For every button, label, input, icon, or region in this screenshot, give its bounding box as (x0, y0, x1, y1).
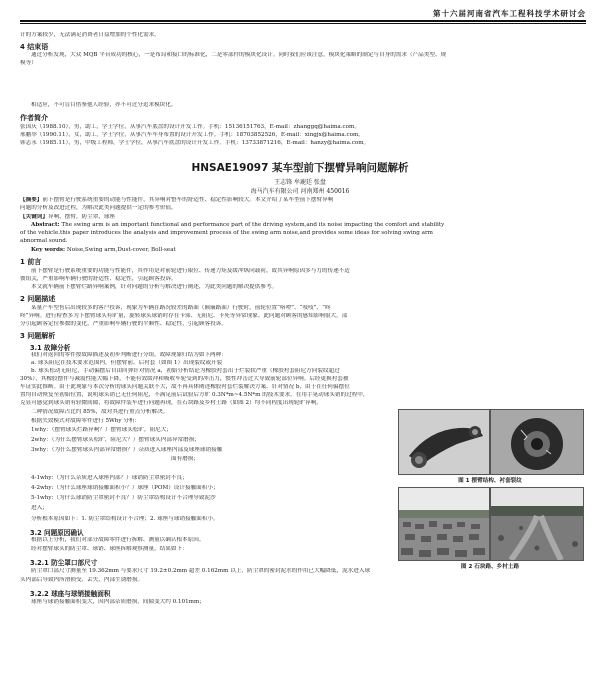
section-1-heading: 1 前言 (20, 258, 42, 266)
paragraph-line: a. 球头阻尼在技术要求范围内，但摆臂前、后衬套（如图 1）出现裂纹或开裂 (31, 360, 223, 366)
abstract-en: Abstract: The swing arm is an important functional and performance part of the driving system,and its noise impacting the comfort and stability (31, 222, 445, 228)
article-affiliation: 海马汽车有限公司 河南郑州 450016 (250, 188, 350, 195)
paragraph-line: 车证实此推断。由于此现象与本次分析的球头问题关联不大，故不再具体阐述橡胶衬套烂裂解决方案。针对情况 b，由于在任何偏摆位 (20, 384, 350, 390)
previous-article-tail: 计的方案较少，无法满足消费者日益增加的个性化需求。 (20, 32, 160, 38)
why-line: 4-2why:（为什么球座球销接触面积小？）球座（POM）设计接触面积小； (31, 485, 219, 491)
abstract-cn: 【摘要】前下摆臂是行驶系统重要的动能与性能件，其异响对整车的舒适性、稳定性影响较大。本文介绍了某车型前下摆臂异响 (20, 197, 334, 203)
why-line: 4-1why:（为什么杂质进入球座内部？）球销防尘罩密封不良； (31, 475, 188, 481)
header-rule (20, 20, 586, 22)
abstract-en-cont: abnormal sound. (20, 238, 68, 244)
abstract-en-cont: of the vehicle.this paper introduces the analysis and improvement process of the swing arm noise,and provides some ideas for solving swing arm (20, 230, 433, 236)
paragraph-line: 某量产车型售后出现较多的客户投诉，现象为车辆在路况较差的路面（颠簸路面）行驶时，前轮位置“咯噔”、“吱吱”、“咚 (31, 305, 331, 311)
conclusion-line: 模等） (20, 60, 37, 66)
subsection-3-1-heading: 3.1 故障分析 (30, 344, 71, 352)
paragraph-line: 置均自动恢复至初始位置，说明球头销已无任何阻尼，不满足前后试验后方旷 0.3N*m~4.5N*m 的技术要求。在用手晃动球头销的过程中， (20, 392, 369, 398)
article-authors: 王志锋 牟鹿廷 张盘 (274, 179, 326, 186)
header-rule-thin (20, 23, 586, 24)
why-line-cont: 进入； (31, 505, 48, 511)
author-bio-line: 韩志永（1985.11），男，中级工程师，学士学位，从事汽车底盘的设计开发工作。手机：13733871216，E-mail：hanzy@haima.com。 (20, 140, 370, 146)
paragraph-line: 我们对返回的零件按故障描述及初步判断进行分组，故障现象归结为如下两种： (31, 352, 227, 358)
stone-road-photo (398, 487, 490, 561)
dirt-road-photo (490, 487, 584, 561)
abstract-cn-cont: 问题的分析及改进过程，为解决此类问题提供一定的参考价值。 (20, 205, 177, 211)
conclusion-heading: 4 结束语 (20, 43, 49, 51)
author-bio-heading: 作者简介 (20, 114, 48, 122)
paragraph-line: 咚”异响。进行检查多为下摆臂球头有旷量，旋转球头球销时存在卡滞、无阻尼、卡死等异常现象。此问题对顾客的感知影响很大，部 (20, 313, 348, 319)
section-2-heading: 2 问题描述 (20, 295, 56, 303)
paragraph-line: 防尘罩口部尺寸测量至 19.362mm 与要求尺寸 19.2±0.2mm 超差 0.162mm 以上，防尘罩的密封泥水的作用已大幅降低，泥水进入球 (31, 568, 371, 574)
paragraph-line: 经对摆臂球头的防尘罩、球销、球座拆解观察测量，结果如下： (31, 546, 188, 552)
conclusion-line: 相适应，不可盲目借鉴他人经验，亦不可过分追求模块化。 (31, 102, 177, 108)
subsection-3-2-1-heading: 3.2.1 防尘罩口部尺寸 (30, 559, 98, 567)
why-line: 2why：（为什么摆臂球头松旷，阻尼大？）摆臂球头内部异常磨损； (31, 437, 200, 443)
root-cause-line: 分析根本原因如下：1. 防尘罩结构设计不合理；2. 球座与球销接触面积小。 (31, 516, 219, 522)
paragraph-line: 分引起顾客定位参数的变化，严重影响车辆行驶的平顺性、稳定性，引起顾客投诉。 (20, 321, 227, 327)
conclusion-line: 通过分析发现，大众 MQB 平台成功的核心，一是布局和接口的标准化，二是零部件的模块化设计。同时我们应该注意，模块化策略的制定与自身的需求（产品类型、规 (31, 52, 447, 58)
figure-2-caption: 图 2 石块路、乡村土路 (460, 564, 520, 570)
paragraph-line: 头内部后导致内所滑损受、丢失，内部生锈磨损。 (20, 577, 144, 583)
paragraph-line: b. 球头松动无阻尼，手动偏摆后自由回弹针对情况 a，初始分析结论为橡胶衬套出于烂裂软严重（橡胶衬套阻尼方向裂纹超过 (31, 368, 340, 374)
section-3-heading: 3 问题解析 (20, 332, 56, 340)
figure-1-caption: 图 1 摆臂结构、衬套裂纹 (458, 478, 522, 484)
paragraph-line: 本文就车辆前下摆臂烂路异响案例，针对问题的分析与解决进行阐述，为此类问题的解决提供参考。 (31, 284, 278, 290)
author-bio-line: 张国庆（1988.10），男，助工，学士学位，从事汽车底盘的设计开发工作。手机：15136151763，E-mail：zhanggq@haima.com。 (20, 124, 360, 130)
paragraph-line: 根据失效模式对故障零件进行 5Why 分析： (31, 418, 141, 424)
paragraph-line: 30%），其橡胶摆件与减震性能大幅下降，不能有效缓冲和吸收车轮受到的冲击力，惯性冲击过大导致前轮部位异响。后经更换衬套被 (20, 376, 349, 382)
subsection-3-2-heading: 3.2 问题原因确认 (30, 529, 84, 537)
running-header: 第十六届河南省汽车工程科技学术研讨会 (433, 9, 586, 18)
why-line: 1why：（摆臂球头烂路异响？）摆臂球头松旷，阻尼大； (31, 427, 172, 433)
paragraph-line: 二种情况故障占比约 85%，故对其进行重点分析解决。 (31, 409, 169, 415)
paragraph-line: 彼组关，严重影响车辆行驶的舒适性、稳定性，引起顾客投诉。 (20, 276, 177, 282)
why-line: 3why：（为什么摆臂球头内部异常磨损？）杂质进入球座内部及球座球销接触 (31, 447, 223, 453)
paragraph-line: 球座与球销接触面积变大，因内部杂质磨损，间隙变大约 0.101mm； (31, 599, 205, 605)
subsection-3-2-2-heading: 3.2.2 球座与球销接触面积 (30, 590, 111, 598)
keywords-cn: 【关键词】异响，摆臂，防尘罩，球座 (20, 214, 116, 220)
author-bio-line: 邢鹏举（1990.11），女，助工，学士学位，从事汽车车身布置的设计开发工作。手机：18703852526，E-mail：xingjx@haima.com。 (20, 132, 364, 138)
why-line: 5-1why:（为什么球销防尘罩密封不良？）防尘罩结构设计不合理导致泥沙 (31, 495, 216, 501)
bushing-crack-photo (490, 409, 584, 475)
paragraph-line: 克显可感觉到球头销有轻微间隙，将故障件装车进行问题再现，在石块路及乡村土路（如图 2）均不同程度出现轮旷异响。 (20, 400, 322, 406)
paragraph-line: 前下摆臂是行驶系统重要的功能与性能件，其作用是对前轮进行限位、传递力矩及缓冲纵向载荷，故其异响原因多与力的传递不适 (31, 268, 350, 274)
article-title: HNSAE19097 某车型前下摆臂异响问题解析 (191, 162, 409, 174)
swing-arm-photo (398, 409, 490, 475)
why-line-cont: 面有磨损； (171, 456, 199, 462)
keywords-en: Key words: Noise,Swing arm,Dust-cover, Boll-seat (31, 247, 176, 253)
paragraph-line: 根据以上分析，我们对部分故障零件进行拆解、测量以确认根本原因。 (31, 537, 205, 543)
